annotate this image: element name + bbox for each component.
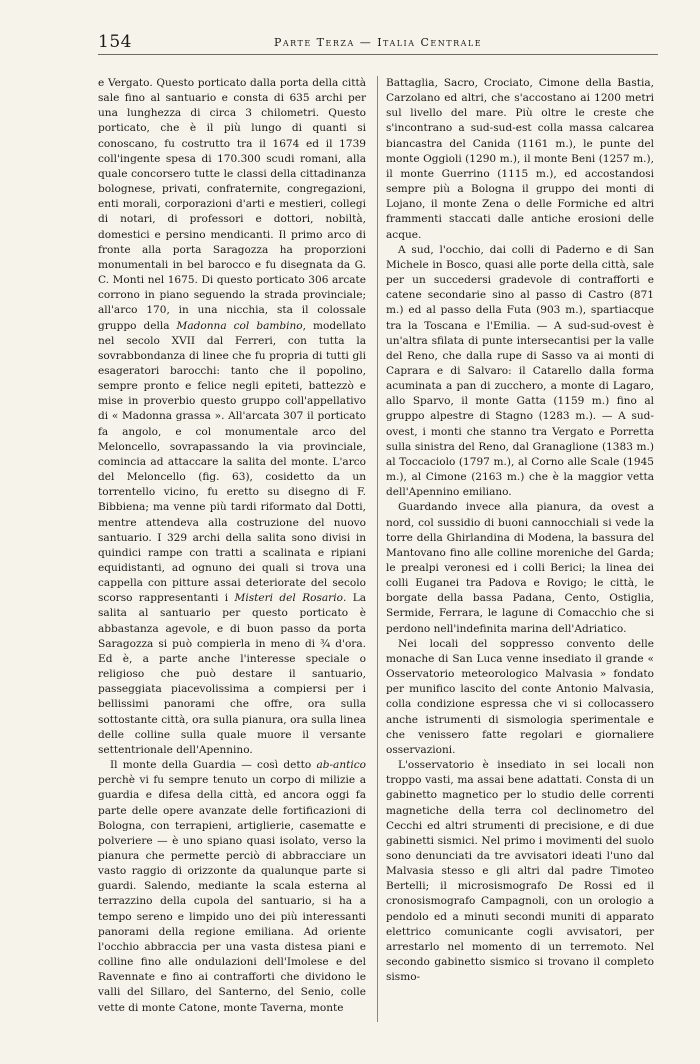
paragraph-porticato: e Vergato. Questo porticato dalla porta della città sale fino al santuario e consta di 635 archi per una lunghezza di circa 3 chilometri. Questo porticato, che è il più lungo di quanti si conoscano, fu costrutto tra il 1674 ed il 1739 coll'ingente spesa di 170.300 scudi romani, alla quale concorsero tutte le classi della cittadinanza bolognese, privati, confraternite, congregazioni, enti morali, corporazioni d'arti e mestieri, collegi di notari, di professori e dottori, nobiltà, domestici e persino mendicanti. Il primo arco di fronte alla porta Saragozza ha proporzioni monumentali in bel barocco e fu disegnata da G. C. Monti nel 1675. Di questo porticato 306 arcate corrono in piano seguendo la strada provinciale; all'arco 170, in una nicchia, sta il colossale gruppo della Madonna col bambino, modellato nel secolo XVII dal Ferreri, con tutta la sovrabbondanza di linee che fu propria di tutti gli esageratori barocchi: tanto che il popolino, sempre pronto e felice negli epiteti, battezzò e mise in proverbio questo gruppo coll'appellativo di « Madonna grassa ». All'arcata 307 il porticato fa angolo, e col monumentale arco del Meloncello, sovrapassando la via provinciale, comincia ad attaccare la salita del monte. L'arco del Meloncello (fig. 63), cosidetto da un torrentello vicino, fu eretto su disegno di F. Bibbiena; ma venne più tardi riformato dal Dotti, mentre attendeva alla costruzione del nuovo santuario. I 329 archi della salita sono divisi in quindici rampe con tratti a scalinata e ripiani equidistanti, ad ognuno dei quali si trova una cappella con pitture assai deteriorate del secolo scorso rappresentanti i Misteri del Rosario. La salita al santuario per questo porticato è abbastanza agevole, e di buon passo da porta Saragozza si può compierla in meno di ¾ d'ora. Ed è, a parte anche l'interesse speciale o religioso che può destare il santuario, passeggiata piacevolissima a compiersi per i bellissimi panorami che offre, ora sulla sottostante città, ora sulla pianura, ora sulla linea delle colline sulla quale muore il versante settentrionale dell'Apennino. bbox=[98, 77, 366, 756]
page-header bbox=[98, 30, 658, 55]
italic-phrase: ab-antico bbox=[316, 759, 366, 772]
paragraph-sud: A sud, l'occhio, dai colli di Paderno e di San Michele in Bosco, quasi alle porte della città, sale per un succedersi gradevole di contrafforti e catene secondarie sino al passo di Castro (871 m.) ed al passo della Futa (903 m.), spartiacque tra la Toscana e l'Emilia. — A sud-sud-ovest è un'altra sfilata di punte intersecantisi per la valle del Reno, che dalla rupe di Sasso va ai monti di Caprara e di Salvaro: il Catarello dalla forma acuminata a pan di zucchero, a monte di Lagaro, allo Sparvo, il monte Gatta (1159 m.) fino al gruppo alpestre di Stagno (1283 m.). — A sud-ovest, i monti che stanno tra Vergato e Porretta sulla sinistra del Reno, dal Granaglione (1383 m.) al Toccaciolo (1797 m.), al Corno alle Scale (1945 m.), al Cimone (2163 m.) che è la maggior vetta dell'Apennino emiliano. bbox=[386, 243, 654, 499]
paragraph-pianura: Guardando invece alla pianura, da ovest a nord, col sussidio di buoni cannocchiali si vede la torre della Ghirlandina di Modena, la bassura del Mantovano fino alle colline moreniche del Garda; le prealpi veronesi ed i colli Berici; la linea dei colli Euganei tra Padova e Rovigo; le città, le borgate della bassa Padana, Cento, Ostiglia, Sermide, Ferrara, le lagune di Comacchio che si perdono nell'indefinita marina dell'Adriatico. bbox=[386, 501, 654, 635]
paragraph-monte-guardia: Il monte della Guardia — così detto ab-antico perchè vi fu sempre tenuto un corpo di milizie a guardia e difesa della città, ed ancora oggi fa parte delle opere avanzate delle fortificazioni di Bologna, con terrapieni, artiglierie, casematte e polveriere — è uno spiano quasi isolato, verso la pianura che permette perciò di abbracciare un vasto raggio di orizzonte da qualunque parte si guardi. Salendo, mediante la scala esterna al terrazzino della cupola del santuario, si ha a tempo sereno e limpido uno dei più interessanti panorami della regione emiliana. Ad oriente l'occhio abbraccia per una vasta distesa piani e colline fino alle ondulazioni dell'Imolese e del Ravennate e fino ai contrafforti che dividono le valli del Sillaro, del Santerno, del Senio, colle vette di monte Catone, monte Taverna, monte bbox=[98, 759, 366, 1014]
italic-title: Madonna col bambino bbox=[176, 319, 303, 332]
paragraph-gabinetti: L'osservatorio è insediato in sei locali non troppo vasti, ma assai bene adattati. Consta di un gabinetto magnetico per lo studio delle correnti magnetiche della terra col declinometro del Cecchi ed altri strumenti di precisione, e di due gabinetti sismici. Nel primo i movimenti del suolo sono denunciati da tre avvisatori ideati l'uno dal Malvasia stesso e gli altri dal padre Timoteo Bertelli; il microsismografo De Rossi ed il cronosismografo Campagnoli, con un orologio a pendolo ed a minuti secondi muniti di apparato elettrico comunicante cogli avvisatori, per arrestarlo nel momento di un terremoto. Nel secondo gabinetto sismico si trovano il completo sismo- bbox=[386, 759, 654, 984]
paragraph-osservatorio: Nei locali del soppresso convento delle monache di San Luca venne insediato il grande « Osservatorio meteorologico Malvasia » fondato per munifico lascito del conte Antonio Malvasia, colla condizione espressa che vi si collocassero anche istrumenti di sismologia sperimentale e che venissero fatte regolari e giornaliere osservazioni. bbox=[386, 637, 654, 756]
column-divider bbox=[377, 76, 378, 1022]
page-number: 154 bbox=[98, 32, 132, 52]
paragraph-continued: Battaglia, Sacro, Crociato, Cimone della Bastia, Carzolano ed altri, che s'accostano ai 1200 metri sul livello del mare. Più oltre le creste che s'incontrano a sud-sud-est colla massa calcarea biancastra del Canida (1161 m.), le punte del monte Oggioli (1290 m.), il monte Beni (1257 m.), il monte Guerrino (1115 m.), ed accostandosi sempre più a Bologna il gruppo dei monti di Lojano, il monte Zena o delle Formiche ed altri frammenti staccati dalle antiche erosioni delle acque. bbox=[386, 77, 654, 241]
running-title: Parte Terza — Italia Centrale bbox=[273, 36, 483, 49]
left-column bbox=[98, 76, 366, 1016]
italic-title: Misteri del Rosario bbox=[234, 592, 343, 605]
right-column bbox=[386, 76, 654, 985]
